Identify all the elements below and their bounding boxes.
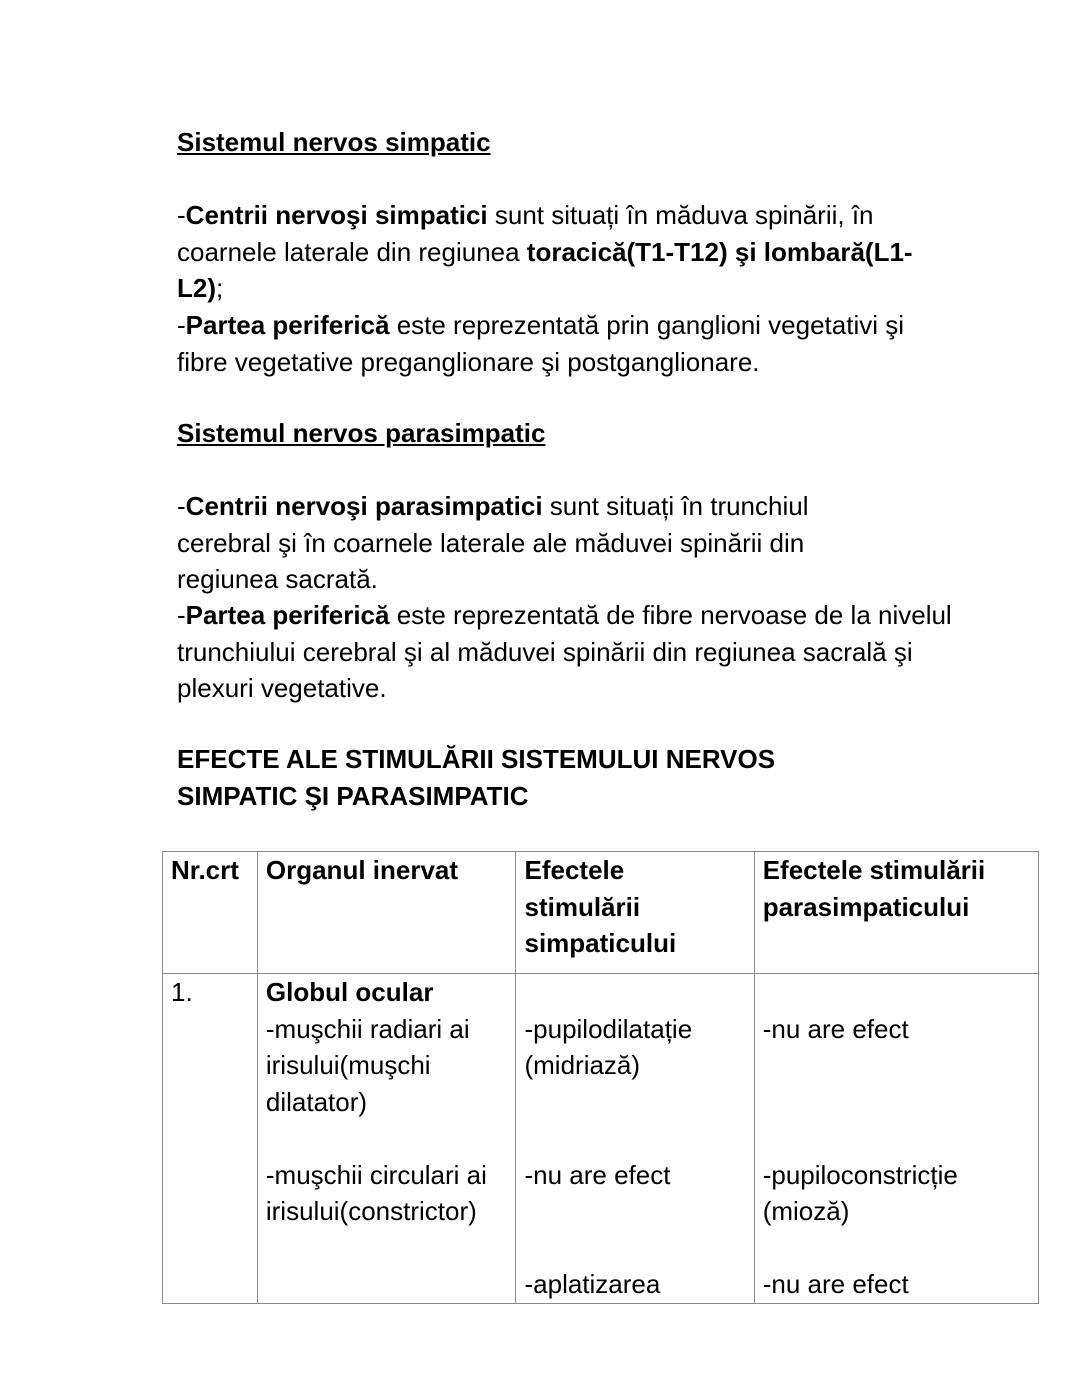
table-row [163, 974, 1039, 1304]
bold-term: toracică(T1-T12) şi lombară(L1-L2) [177, 236, 913, 303]
dash: - [177, 200, 186, 230]
section-title-efecte [177, 741, 977, 814]
effect-item: -nu are efect [524, 1159, 671, 1190]
organ-item: -muşchii radiari ai irisului(muşchi dilatator) [265, 1013, 470, 1117]
cell-nr [163, 974, 258, 1304]
heading-text: Sistemul nervos simpatic [177, 127, 491, 157]
spacer [524, 974, 745, 1011]
organ-title: Globul ocular [265, 977, 434, 1007]
section-title-parasimpatic [177, 415, 977, 452]
dash: - [177, 491, 186, 521]
header-efecte-simpatic: Efectele stimulării simpaticului [516, 852, 754, 974]
text: este reprezentată de fibre nervoase de la nivelul trunchiului cerebral şi al măduvei spinării din regiunea sacrală şi plexuri vegetative. [177, 600, 952, 703]
heading-line: SIMPATIC ŞI PARASIMPATIC [177, 780, 529, 811]
effect-item: -pupilodilatație (midriază) [524, 1013, 693, 1080]
effect-item: -nu are efect [762, 1013, 909, 1044]
text: sunt situați în măduva spinării, în coarnele laterale din regiunea [177, 200, 874, 267]
bold-term: Centrii nervoşi simpatici [185, 200, 488, 230]
cell-parasimpatic [754, 974, 1038, 1304]
effects-table [162, 851, 1039, 1304]
spacer [763, 974, 1030, 1011]
section-title-simpatic [177, 124, 977, 161]
effect-item: -aplatizarea [524, 1269, 661, 1299]
heading-text: Sistemul nervos parasimpatic [177, 418, 546, 448]
paragraph-partea-periferica-parasimpatic [177, 597, 967, 707]
text: este reprezentată prin ganglioni vegetativi şi fibre vegetative preganglionare şi postganglionare. [177, 310, 904, 377]
bold-term: Partea periferică [185, 310, 390, 340]
heading-line: EFECTE ALE STIMULĂRII SISTEMULUI NERVOS [177, 744, 776, 774]
paragraph-centrii-parasimpatici [177, 488, 897, 598]
cell-organ [257, 974, 516, 1304]
effect-item: -nu are efect [762, 1269, 909, 1299]
table-header-row [163, 852, 1039, 974]
effect-item: -pupiloconstricție (mioză) [762, 1159, 958, 1226]
header-efecte-parasimpatic: Efectele stimulării parasimpaticului [754, 852, 1038, 974]
paragraph-partea-periferica-simpatic [177, 307, 957, 380]
bold-term: Partea periferică [185, 600, 390, 630]
row-number: 1. [171, 977, 193, 1007]
text: sunt situați în trunchiul cerebral şi în coarnele laterale ale măduvei spinării din regiunea sacrată. [177, 491, 809, 594]
organ-item: -muşchii circulari ai irisului(constrictor) [265, 1159, 487, 1226]
header-organul-inervat: Organul inervat [257, 852, 516, 974]
spacer [266, 1120, 508, 1157]
header-nr-crt: Nr.crt [163, 852, 258, 974]
bold-term: Centrii nervoşi parasimpatici [185, 491, 543, 521]
dash: - [177, 310, 186, 340]
paragraph-centrii-simpatici [177, 197, 957, 307]
dash: - [177, 600, 186, 630]
cell-simpatic [516, 974, 754, 1304]
text: ; [216, 273, 224, 303]
